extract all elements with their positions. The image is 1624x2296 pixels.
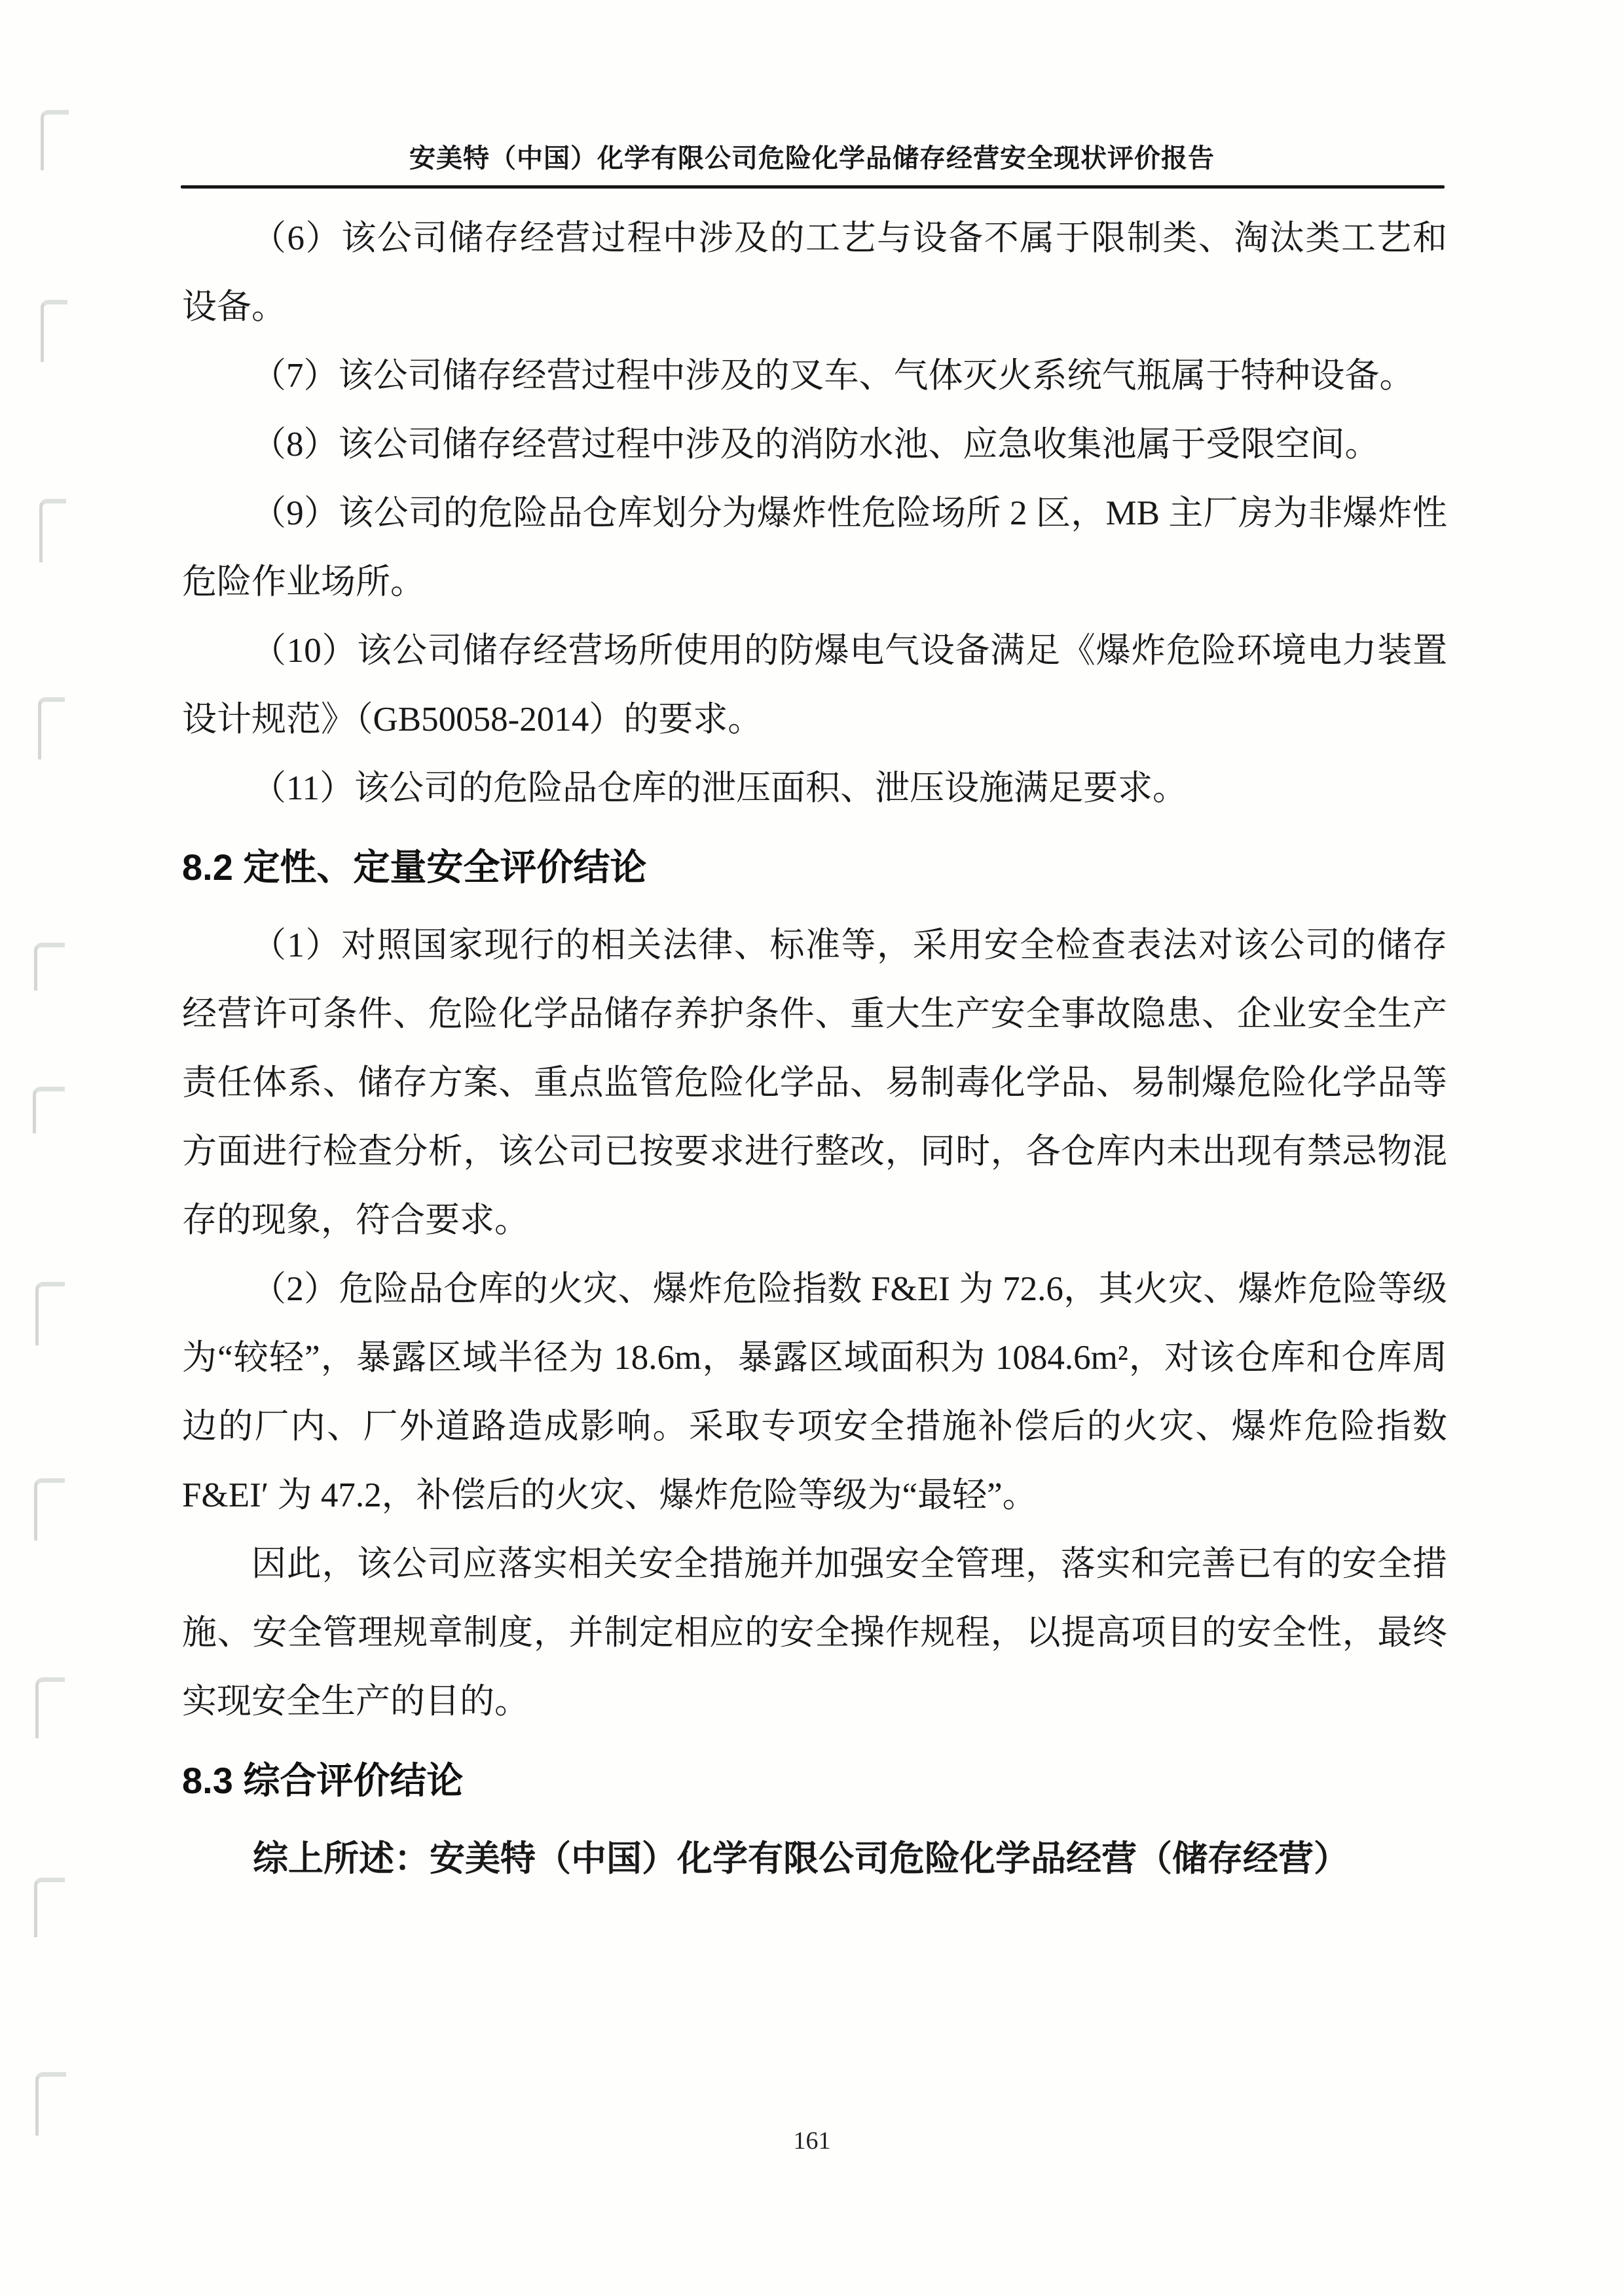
- paragraph-item-6: （6）该公司储存经营过程中涉及的工艺与设备不属于限制类、淘汰类工艺和设备。: [182, 219, 1447, 326]
- scan-artifact: [33, 1087, 65, 1133]
- scan-artifact: [34, 1478, 65, 1540]
- scan-artifact: [39, 499, 66, 562]
- document-body: [182, 204, 1447, 1893]
- paragraph-item-9: （9）该公司的危险品仓库划分为爆炸性危险场所 2 区，MB 主厂房为非爆炸性危险作业场所。: [182, 494, 1447, 601]
- paragraph-conclusion-2: （2）危险品仓库的火灾、爆炸危险指数 F&EI 为 72.6，其火灾、爆炸危险等级为“较轻”，暴露区域半径为 18.6m，暴露区域面积为 1084.6m²，对该仓库和仓库周边的厂内、厂外道路造成影响。采取专项安全措施补偿后的火灾、爆炸危险指数 F&EI′ 为 47.2，补偿后的火灾、爆炸危险等级为“最轻”。: [182, 1270, 1447, 1514]
- scan-artifact: [35, 1677, 65, 1738]
- page-number: 161: [793, 2127, 831, 2155]
- section-heading-8-2: 8.2 定性、定量安全评价结论: [182, 847, 647, 888]
- scan-artifact: [35, 1282, 65, 1345]
- section-heading-8-3: 8.3 综合评价结论: [182, 1760, 464, 1801]
- scan-artifact: [38, 697, 65, 759]
- paragraph-conclusion-3: 因此，该公司应落实相关安全措施并加强安全管理，落实和完善已有的安全措施、安全管理规章制度，并制定相应的安全操作规程，以提高项目的安全性，最终实现安全生产的目的。: [182, 1545, 1447, 1721]
- scan-artifact: [34, 1878, 65, 1937]
- paragraph-item-8: （8）该公司储存经营过程中涉及的消防水池、应急收集池属于受限空间。: [251, 426, 1380, 464]
- paragraph-item-7: （7）该公司储存经营过程中涉及的叉车、气体灭火系统气瓶属于特种设备。: [251, 357, 1414, 395]
- header-rule: [181, 185, 1445, 189]
- paragraph-conclusion-1: （1）对照国家现行的相关法律、标准等，采用安全检查表法对该公司的储存经营许可条件、危险化学品储存养护条件、重大生产安全事故隐患、企业安全生产责任体系、储存方案、重点监管危险化学品、易制毒化学品、易制爆危险化学品等方面进行检查分析，该公司已按要求进行整改，同时，各仓库内未出现有禁忌物混存的现象，符合要求。: [182, 926, 1447, 1239]
- scan-artifact: [34, 943, 65, 991]
- scan-artifact: [41, 300, 67, 362]
- page-header-title: 安美特（中国）化学有限公司危险化学品储存经营安全现状评价报告: [409, 143, 1215, 173]
- paragraph-item-10: （10）该公司储存经营场所使用的防爆电气设备满足《爆炸危险环境电力装置设计规范》（GB50058-2014）的要求。: [182, 632, 1447, 738]
- paragraph-summary: 综上所述：安美特（中国）化学有限公司危险化学品经营（储存经营）: [253, 1839, 1349, 1878]
- paragraph-item-11: （11）该公司的危险品仓库的泄压面积、泄压设施满足要求。: [251, 769, 1188, 807]
